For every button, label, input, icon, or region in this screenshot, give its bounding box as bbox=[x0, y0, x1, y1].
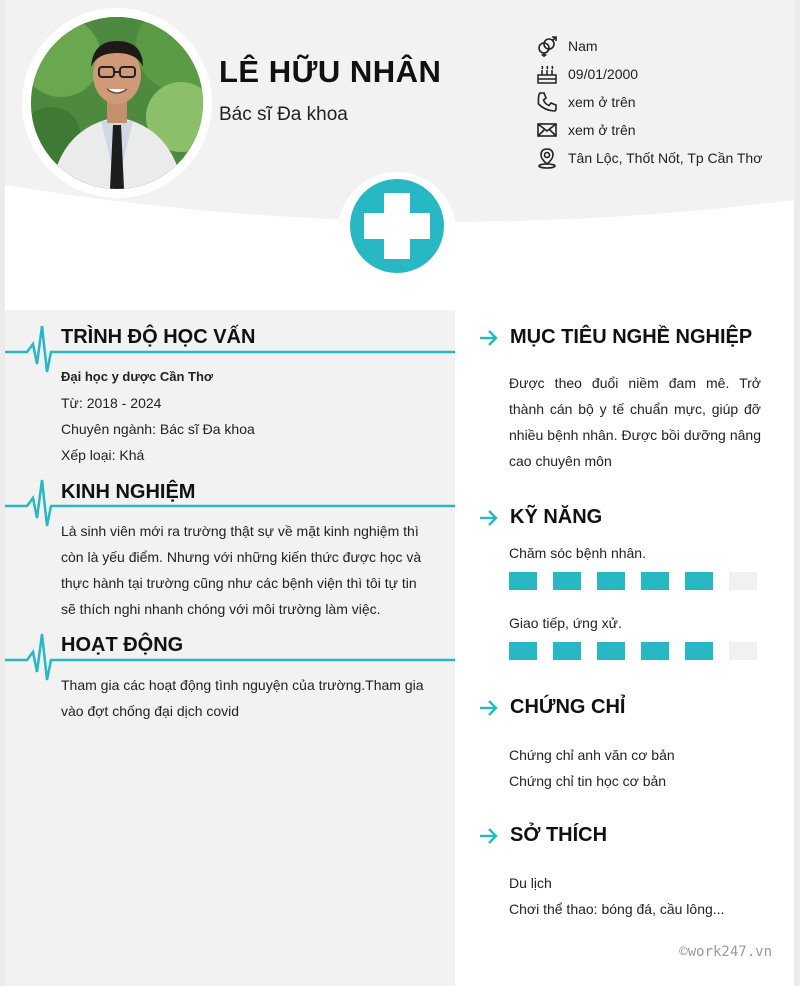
info-phone bbox=[536, 88, 786, 116]
skill-segment-filled bbox=[641, 572, 669, 590]
skill-segment-filled bbox=[597, 572, 625, 590]
education-title: TRÌNH ĐỘ HỌC VẤN bbox=[61, 326, 256, 348]
activities-text: Tham gia các hoạt động tình nguyện của trường.Tham gia vào đợt chống đại dịch covid bbox=[61, 677, 424, 719]
hobby-item: Chơi thể thao: bóng đá, cầu lông... bbox=[509, 901, 725, 917]
certificate-item: Chứng chỉ anh văn cơ bản bbox=[509, 747, 675, 763]
hobby-item: Du lịch bbox=[509, 875, 552, 891]
skill-segment-filled bbox=[685, 642, 713, 660]
skill-bar bbox=[509, 572, 757, 590]
objective-text: Được theo đuổi niềm đam mê. Trở thành cán bộ y tế chuẩn mực, giúp đỡ nhiều bệnh nhân. Được bồi dưỡng nâng cao chuyên môn bbox=[509, 375, 761, 469]
experience-text: Là sinh viên mới ra trường thật sự về mặt kinh nghiệm thì còn là yếu điểm. Nhưng với những kiến thức được học và thực hành tại trường cũng như các bệnh viện thì tôi tự tin sẽ thích nghi nhanh chóng với môi trường làm việc. bbox=[61, 523, 422, 617]
phone-value: xem ở trên bbox=[568, 94, 636, 110]
education-period: Từ: 2018 - 2024 bbox=[61, 395, 162, 411]
skill-segment-empty bbox=[729, 572, 757, 590]
email-value: xem ở trên bbox=[568, 122, 636, 138]
contact-info bbox=[536, 32, 786, 172]
gender-value: Nam bbox=[568, 38, 598, 54]
certificates-list bbox=[509, 742, 761, 794]
info-birthday bbox=[536, 60, 786, 88]
watermark: ©work247.vn bbox=[679, 944, 772, 960]
skill-segment-filled bbox=[553, 572, 581, 590]
education-body bbox=[61, 364, 255, 468]
skills-title: KỸ NĂNG bbox=[510, 506, 603, 528]
hobbies-list bbox=[509, 870, 779, 922]
arrow-right-icon bbox=[479, 508, 499, 528]
medical-cross-icon bbox=[350, 179, 444, 273]
candidate-name: LÊ HỮU NHÂN bbox=[219, 54, 442, 89]
skill-segment-filled bbox=[685, 572, 713, 590]
certificate-item: Chứng chỉ tin học cơ bản bbox=[509, 773, 667, 789]
skill-segment-filled bbox=[597, 642, 625, 660]
skill-label: Chăm sóc bệnh nhân. bbox=[509, 545, 646, 561]
hobbies-title: SỞ THÍCH bbox=[510, 824, 608, 846]
skill-segment-filled bbox=[509, 642, 537, 660]
arrow-right-icon bbox=[479, 328, 499, 348]
skill-segment-empty bbox=[729, 642, 757, 660]
skill-label: Giao tiếp, ứng xử. bbox=[509, 615, 622, 631]
info-email bbox=[536, 116, 786, 144]
left-column bbox=[5, 310, 455, 986]
right-column bbox=[455, 310, 794, 942]
experience-title: KINH NGHIỆM bbox=[61, 481, 196, 503]
activities-title: HOẠT ĐỘNG bbox=[61, 634, 184, 656]
gender-icon bbox=[536, 35, 558, 57]
address-value: Tân Lộc, Thốt Nốt, Tp Cần Thơ bbox=[568, 150, 763, 166]
education-grade: Xếp loại: Khá bbox=[61, 447, 145, 463]
skill-segment-filled bbox=[553, 642, 581, 660]
phone-icon bbox=[536, 91, 558, 113]
envelope-icon bbox=[536, 119, 558, 141]
info-address bbox=[536, 144, 786, 172]
skill-segment-filled bbox=[509, 572, 537, 590]
info-gender bbox=[536, 32, 786, 60]
avatar bbox=[31, 17, 203, 189]
certificates-title: CHỨNG CHỈ bbox=[510, 696, 626, 718]
birthday-cake-icon bbox=[536, 63, 558, 85]
education-major: Chuyên ngành: Bác sĩ Đa khoa bbox=[61, 421, 255, 437]
education-school: Đại học y dược Cần Thơ bbox=[61, 369, 214, 384]
birthday-value: 09/01/2000 bbox=[568, 66, 639, 82]
objective-title: MỤC TIÊU NGHỀ NGHIỆP bbox=[510, 326, 753, 348]
arrow-right-icon bbox=[479, 826, 499, 846]
skill-segment-filled bbox=[641, 642, 669, 660]
candidate-role: Bác sĩ Đa khoa bbox=[219, 104, 348, 125]
skill-bar bbox=[509, 642, 757, 660]
location-pin-icon bbox=[536, 147, 558, 169]
arrow-right-icon bbox=[479, 698, 499, 718]
